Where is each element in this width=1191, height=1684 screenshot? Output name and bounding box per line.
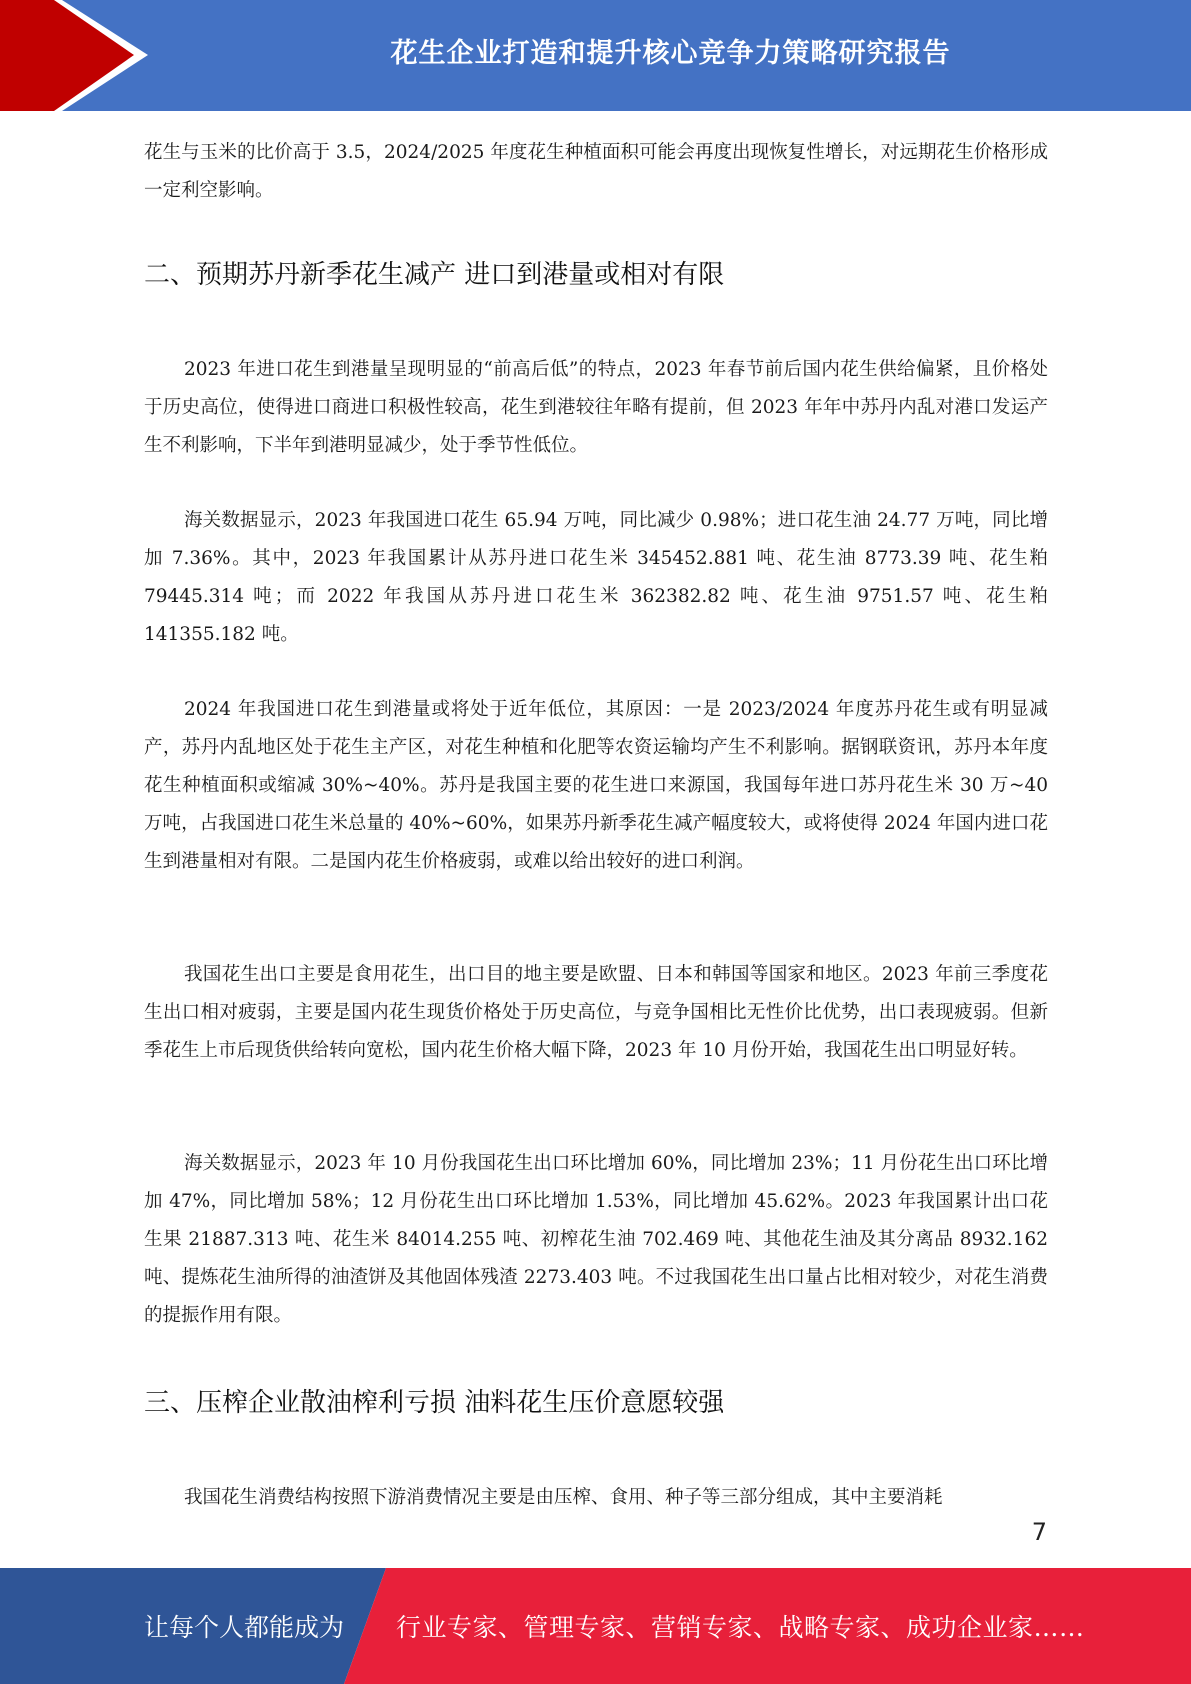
footer-slogan-right: 行业专家、管理专家、营销专家、战略专家、成功企业家……	[396, 1613, 1085, 1642]
paragraph-2024-outlook: 2024 年我国进口花生到港量或将处于近年低位，其原因：一是 2023/2024 年度苏丹花生或有明显减产，苏丹内乱地区处于花生主产区，对花生种植和化肥等农资运输均产生不利影响。据钢联资讯，苏丹本年度花生种植面积或缩减 30%~40%。苏丹是我国主要的花生进口来源国，我国每年进口苏丹花生米 30 万~40 万吨，占我国进口花生米总量的 40%~60%，如果苏丹新季花生减产幅度较大，或将使得 2024 年国内进口花生到港量相对有限。二是国内花生价格疲弱，或难以给出较好的进口利润。	[144, 699, 1048, 872]
page-header	[0, 0, 1191, 111]
paragraph-exports: 我国花生出口主要是食用花生，出口目的地主要是欧盟、日本和韩国等国家和地区。2023 年前三季度花生出口相对疲弱，主要是国内花生现货价格处于历史高位，与竞争国相比无性价比优势，出口表现疲弱。但新季花生上市后现货供给转向宽松，国内花生价格大幅下降，2023 年 10 月份开始，我国花生出口明显好转。	[144, 964, 1048, 1061]
paragraph-2023-imports: 2023 年进口花生到港量呈现明显的“前高后低”的特点，2023 年春节前后国内花生供给偏紧，且价格处于历史高位，使得进口商进口积极性较高，花生到港较往年略有提前，但 2023 年年中苏丹内乱对港口发运产生不利影响，下半年到港明显减少，处于季节性低位。	[144, 359, 1048, 456]
page-footer	[0, 1568, 1191, 1684]
page-number: 7	[1031, 1518, 1047, 1546]
section-heading-3: 三、压榨企业散油榨利亏损 油料花生压价意愿较强	[144, 1388, 725, 1418]
paragraph-intro: 花生与玉米的比价高于 3.5，2024/2025 年度花生种植面积可能会再度出现恢复性增长，对远期花生价格形成一定利空影响。	[144, 142, 1048, 201]
report-title: 花生企业打造和提升核心竞争力策略研究报告	[390, 37, 951, 69]
footer-slogan-left: 让每个人都能成为	[144, 1613, 345, 1642]
paragraph-customs-imports: 海关数据显示，2023 年我国进口花生 65.94 万吨，同比减少 0.98%；进口花生油 24.77 万吨，同比增加 7.36%。其中，2023 年我国累计从苏丹进口花生米 345452.881 吨、花生油 8773.39 吨、花生粕 79445.314 吨；而 2022 年我国从苏丹进口花生米 362382.82 吨、花生油 9751.57 吨、花生粕 141355.182 吨。	[144, 510, 1048, 645]
section-heading-2: 二、预期苏丹新季花生减产 进口到港量或相对有限	[144, 260, 725, 290]
paragraph-consumption: 我国花生消费结构按照下游消费情况主要是由压榨、食用、种子等三部分组成，其中主要消耗	[184, 1487, 943, 1508]
paragraph-customs-exports: 海关数据显示，2023 年 10 月份我国花生出口环比增加 60%，同比增加 23%；11 月份花生出口环比增加 47%，同比增加 58%；12 月份花生出口环比增加 1.53%，同比增加 45.62%。2023 年我国累计出口花生果 21887.313 吨、花生米 84014.255 吨、初榨花生油 702.469 吨、其他花生油及其分离品 8932.162 吨、提炼花生油所得的油渣饼及其他固体残渣 2273.403 吨。不过我国花生出口量占比相对较少，对花生消费的提振作用有限。	[144, 1153, 1048, 1326]
